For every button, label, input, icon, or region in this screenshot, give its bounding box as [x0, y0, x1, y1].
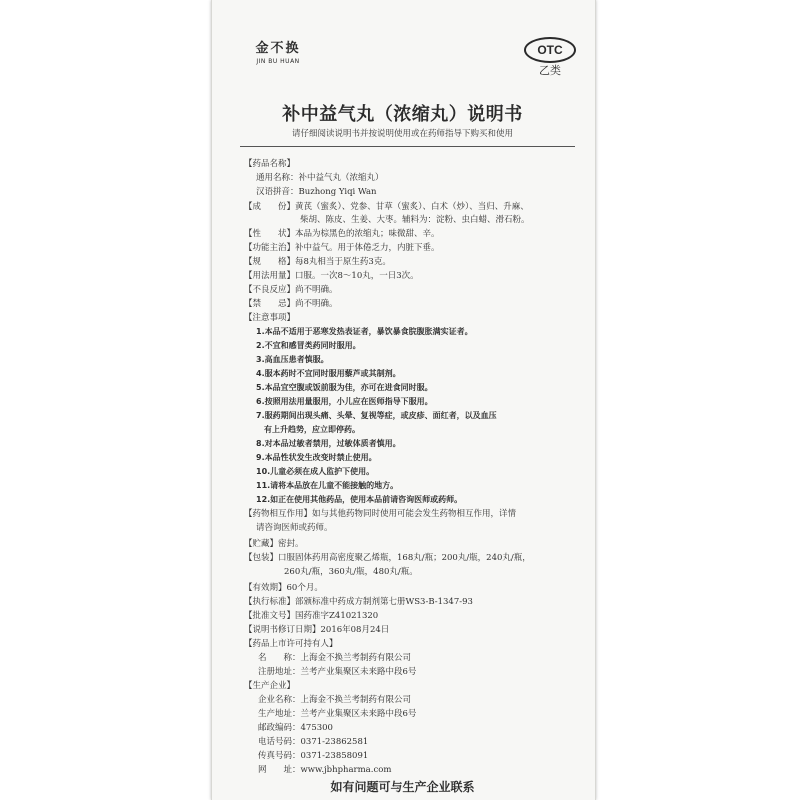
precaution-item: 3.高血压患者慎服。	[256, 355, 329, 364]
info-line: 邮政编码：475300	[258, 723, 333, 733]
section-manufacturer: 【生产企业】	[244, 681, 296, 691]
section-drug-name: 【药品名称】	[244, 159, 296, 169]
precaution-item: 6.按照用法用量服用，小儿应在医师指导下服用。	[256, 397, 433, 406]
section-interactions: 【药物相互作用】如与其他药物同时使用可能会发生药物相互作用，详情	[244, 509, 517, 519]
info-line: 传真号码：0371-23858091	[258, 751, 369, 761]
precaution-item: 有上升趋势，应立即停药。	[264, 425, 360, 434]
precaution-item: 2.不宜和感冒类药同时服用。	[256, 341, 361, 350]
info-line: 260丸/瓶，360丸/瓶，480丸/瓶。	[284, 567, 418, 577]
info-line: 名 称：上海金不换兰考制药有限公司	[258, 653, 412, 663]
section-storage: 【贮藏】密封。	[244, 539, 304, 549]
section-packaging: 【包装】口服固体药用高密度聚乙烯瓶，168丸/瓶；200丸/瓶，240丸/瓶，	[244, 553, 531, 563]
precaution-item: 12.如正在使用其他药品，使用本品前请咨询医师或药师。	[256, 495, 463, 504]
section-standard: 【执行标准】部颁标准中药成方制剂第七册WS3-B-1347-93	[244, 597, 473, 607]
precaution-item: 8.对本品过敏者禁用，过敏体质者慎用。	[256, 439, 401, 448]
info-line: 柴胡、陈皮、生姜、大枣。辅料为：淀粉、虫白蜡、滑石粉。	[300, 215, 530, 225]
title-divider	[240, 146, 575, 147]
section-license-holder: 【药品上市许可持有人】	[244, 639, 338, 649]
precaution-item: 10.儿童必须在成人监护下使用。	[256, 467, 375, 476]
section-contraindications: 【禁 忌】尚不明确。	[244, 299, 338, 309]
precaution-item: 1.本品不适用于恶寒发热表证者，暴饮暴食脘腹胀满实证者。	[256, 327, 473, 336]
info-line: 电话号码：0371-23862581	[258, 737, 369, 747]
info-line: 汉语拼音：Buzhong Yiqi Wan	[256, 187, 377, 197]
info-line: 请咨询医师或药师。	[256, 523, 333, 533]
section-approval-number: 【批准文号】国药准字Z41021320	[244, 611, 379, 621]
section-adverse: 【不良反应】尚不明确。	[244, 285, 338, 295]
info-line: 注册地址：兰考产业集聚区未来路中段6号	[258, 667, 417, 677]
precaution-item: 5.本品宜空腹或饭前服为佳，亦可在进食同时服。	[256, 383, 433, 392]
info-line: 企业名称：上海金不换兰考制药有限公司	[258, 695, 412, 705]
info-line: 通用名称：补中益气丸（浓缩丸）	[256, 173, 384, 183]
section-appearance: 【性 状】本品为棕黑色的浓缩丸；味微甜、辛。	[244, 229, 440, 239]
footer-contact-note: 如有问题可与生产企业联系	[330, 780, 475, 794]
section-shelf-life: 【有效期】60个月。	[244, 583, 323, 593]
brand-name-cn: 金不换	[255, 41, 301, 56]
section-dosage: 【用法用量】口服。一次8～10丸，一日3次。	[244, 271, 419, 281]
section-revision-date: 【说明书修订日期】2016年08月24日	[244, 625, 390, 635]
otc-badge: OTC	[524, 37, 576, 63]
precaution-item: 4.服本药时不宜同时服用藜芦或其制剂。	[256, 369, 401, 378]
precaution-item: 11.请将本品放在儿童不能接触的地方。	[256, 481, 399, 490]
section-specification: 【规 格】每8丸相当于原生药3克。	[244, 257, 391, 267]
precaution-item: 9.本品性状发生改变时禁止使用。	[256, 453, 377, 462]
otc-class-label: 乙类	[539, 64, 561, 77]
brand-name-en: JIN BU HUAN	[256, 58, 300, 65]
page-subtitle: 请仔细阅读说明书并按说明使用或在药师指导下购买和使用	[291, 129, 513, 139]
info-line: 生产地址：兰考产业集聚区未来路中段6号	[258, 709, 417, 719]
brand-logo	[238, 40, 318, 76]
section-precautions: 【注意事项】	[244, 313, 296, 323]
info-line: 网 址：www.jbhpharma.com	[258, 765, 392, 775]
section-indications: 【功能主治】补中益气。用于体倦乏力，内脏下垂。	[244, 243, 440, 253]
section-ingredients: 【成 份】黄芪（蜜炙）、党参、甘草（蜜炙）、白术（炒）、当归、升麻、	[244, 202, 529, 212]
page-title: 补中益气丸（浓缩丸）说明书	[282, 104, 523, 125]
precaution-item: 7.服药期间出现头痛、头晕、复视等症，或皮疹、面红者，以及血压	[256, 411, 497, 420]
